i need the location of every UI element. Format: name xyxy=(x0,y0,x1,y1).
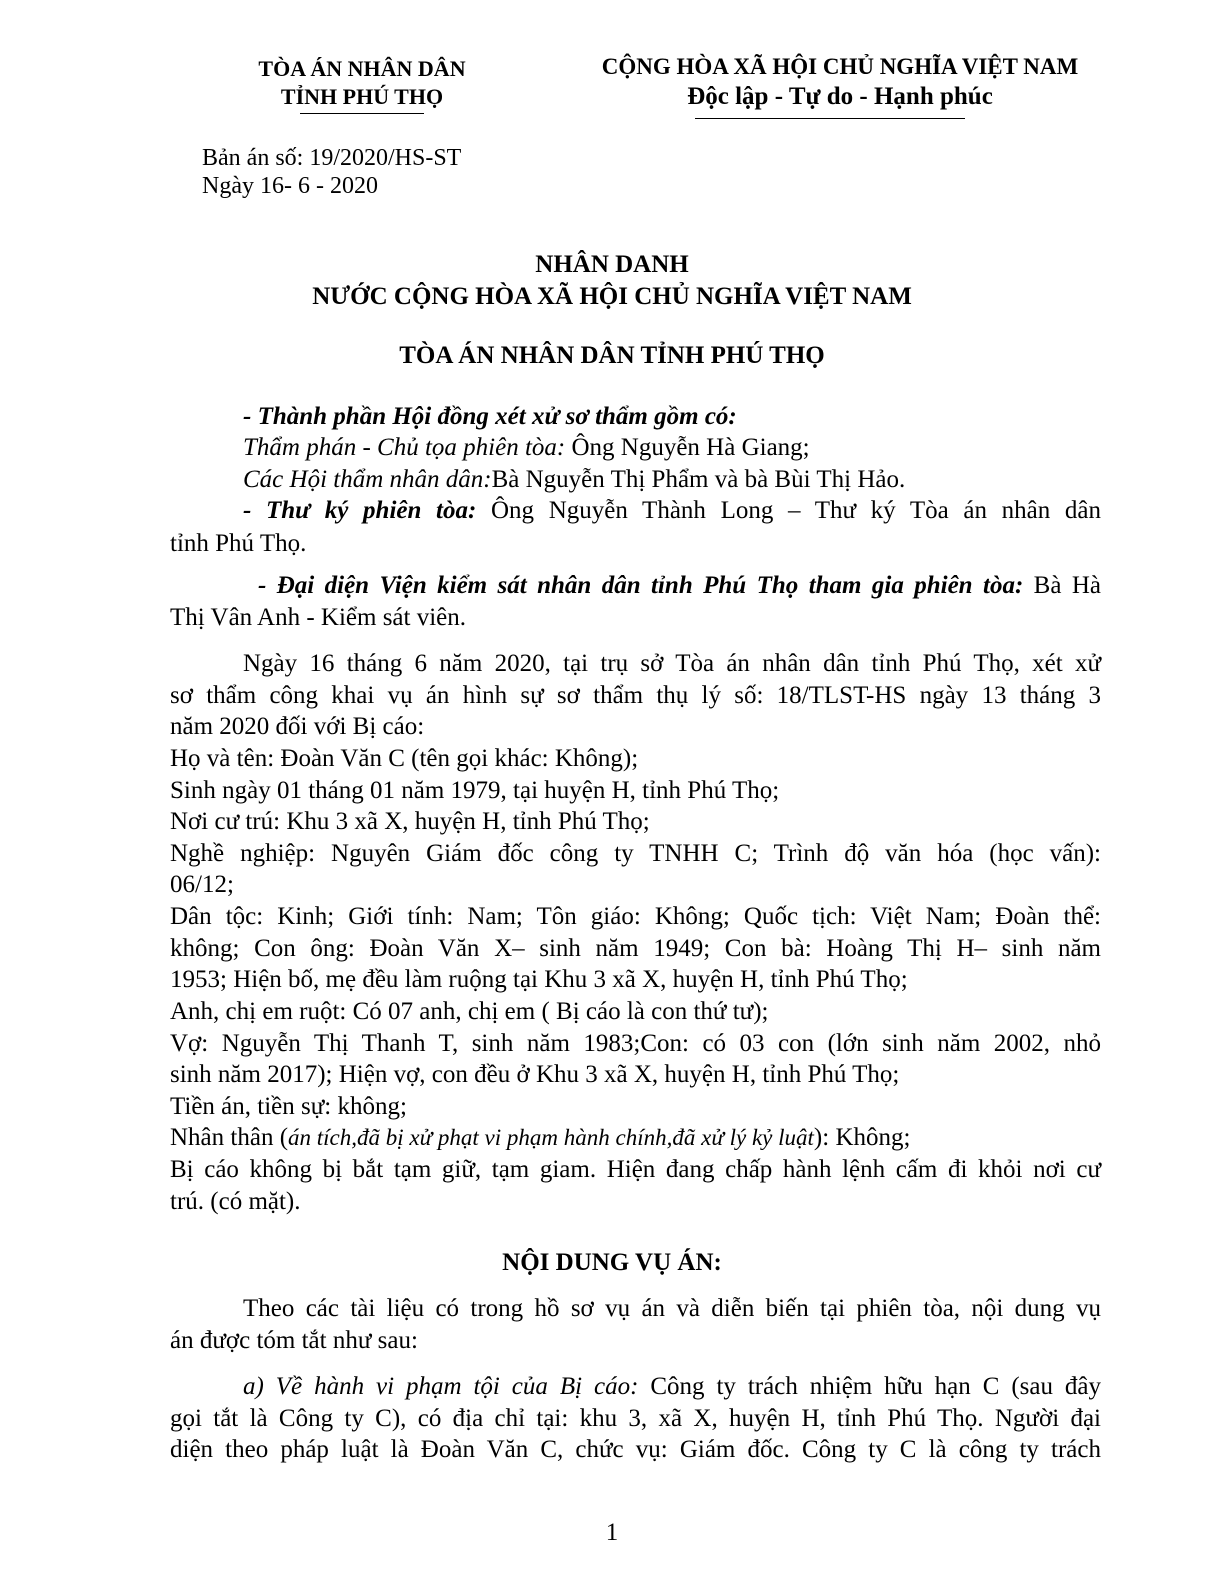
defendant-record: Tiền án, tiền sự: không; xyxy=(170,1093,407,1120)
judge-value: Ông Nguyễn Hà Giang; xyxy=(565,434,810,461)
clerk-label: - Thư ký phiên tòa: xyxy=(243,497,477,524)
court-name-underline xyxy=(300,113,424,114)
content-heading: NỘI DUNG VỤ ÁN: xyxy=(502,1249,722,1276)
clerk-value: Ông Nguyễn Thành Long – Thư ký Tòa án nhân dân xyxy=(476,497,1101,524)
defendant-ethnic-1: Dân tộc: Kinh; Giới tính: Nam; Tôn giáo: Không; Quốc tịch: Việt Nam; Đoàn thể: xyxy=(170,903,1101,930)
defendant-custody-2: trú. (có mặt). xyxy=(170,1188,301,1215)
defendant-personal xyxy=(170,1124,910,1152)
on-behalf-title: NHÂN DANH xyxy=(535,251,689,278)
page-number: 1 xyxy=(605,1519,619,1546)
hearing-line-1: Ngày 16 tháng 6 năm 2020, tại trụ sở Tòa án nhân dân tỉnh Phú Thọ, xét xử xyxy=(243,650,1101,677)
para-a-label: a) Về hành vi phạm tội của Bị cáo: xyxy=(243,1373,639,1400)
judge-line xyxy=(243,434,810,462)
para-a-line-2: gọi tắt là Công ty C), có địa chỉ tại: khu 3, xã X, huyện H, tỉnh Phú Thọ. Người đại xyxy=(170,1405,1101,1432)
procuracy-label: - Đại diện Viện kiểm sát nhân dân tỉnh Phú Thọ tham gia phiên tòa: xyxy=(258,572,1024,599)
procuracy-value: Bà Hà xyxy=(1023,572,1101,599)
clerk-line xyxy=(243,497,1101,525)
hearing-line-3: năm 2020 đối với Bị cáo: xyxy=(170,713,425,740)
case-number: Bản án số: 19/2020/HS-ST xyxy=(202,145,462,171)
hearing-line-2: sơ thẩm công khai vụ án hình sự sơ thẩm thụ lý số: 18/TLST-HS ngày 13 tháng 3 xyxy=(170,682,1101,709)
procuracy-line xyxy=(258,572,1101,600)
assessors-label: Các Hội thẩm nhân dân: xyxy=(243,466,492,493)
procuracy-line-2: Thị Vân Anh - Kiểm sát viên. xyxy=(170,604,467,631)
court-name-line1: TÒA ÁN NHÂN DÂN xyxy=(258,56,466,81)
defendant-spouse-1: Vợ: Nguyễn Thị Thanh T, sinh năm 1983;Con: có 03 con (lớn sinh năm 2002, nhỏ xyxy=(170,1030,1101,1057)
on-behalf-country: NƯỚC CỘNG HÒA XÃ HỘI CHỦ NGHĨA VIỆT NAM xyxy=(312,283,912,310)
content-intro-1: Theo các tài liệu có trong hồ sơ vụ án và diễn biến tại phiên tòa, nội dung vụ xyxy=(243,1295,1101,1322)
assessors-value: Bà Nguyễn Thị Phẩm và bà Bùi Thị Hảo. xyxy=(491,466,906,493)
court-title: TÒA ÁN NHÂN DÂN TỈNH PHÚ THỌ xyxy=(399,342,825,369)
personal-label: Nhân thân ( xyxy=(170,1124,289,1151)
defendant-residence: Nơi cư trú: Khu 3 xã X, huyện H, tỉnh Phú Thọ; xyxy=(170,808,650,835)
country-name: CỘNG HÒA XÃ HỘI CHỦ NGHĨA VIỆT NAM xyxy=(601,54,1079,79)
motto-underline xyxy=(695,118,965,119)
para-a-text: Công ty trách nhiệm hữu hạn C (sau đây xyxy=(638,1373,1101,1400)
defendant-custody-1: Bị cáo không bị bắt tạm giữ, tạm giam. Hiện đang chấp hành lệnh cấm đi khỏi nơi cư xyxy=(170,1156,1101,1183)
defendant-spouse-2: sinh năm 2017); Hiện vợ, con đều ở Khu 3 xã X, huyện H, tỉnh Phú Thọ; xyxy=(170,1061,900,1088)
defendant-occupation: Nghề nghiệp: Nguyên Giám đốc công ty TNHH C; Trình độ văn hóa (học vấn): xyxy=(170,840,1101,867)
defendant-occupation-2: 06/12; xyxy=(170,871,234,898)
case-date: Ngày 16- 6 - 2020 xyxy=(202,173,378,199)
panel-heading: - Thành phần Hội đồng xét xử sơ thẩm gồm có: xyxy=(243,403,737,430)
assessors-line xyxy=(243,466,905,494)
defendant-ethnic-2: không; Con ông: Đoàn Văn X– sinh năm 1949; Con bà: Hoàng Thị H– sinh năm xyxy=(170,935,1101,962)
personal-italic: án tích,đã bị xử phạt vi phạm hành chính,đã xử lý kỷ luật xyxy=(288,1125,814,1150)
defendant-ethnic-3: 1953; Hiện bố, mẹ đều làm ruộng tại Khu 3 xã X, huyện H, tỉnh Phú Thọ; xyxy=(170,966,908,993)
defendant-name: Họ và tên: Đoàn Văn C (tên gọi khác: Không); xyxy=(170,745,639,772)
content-intro-2: án được tóm tắt như sau: xyxy=(170,1327,418,1354)
motto: Độc lập - Tự do - Hạnh phúc xyxy=(687,83,993,110)
personal-value: ): Không; xyxy=(813,1124,911,1151)
clerk-line-2: tỉnh Phú Thọ. xyxy=(170,530,307,557)
defendant-birth: Sinh ngày 01 tháng 01 năm 1979, tại huyện H, tỉnh Phú Thọ; xyxy=(170,777,780,804)
para-a-line-1 xyxy=(243,1373,1101,1401)
para-a-line-3: diện theo pháp luật là Đoàn Văn C, chức vụ: Giám đốc. Công ty C là công ty trách xyxy=(170,1436,1101,1463)
judge-label: Thẩm phán - Chủ tọa phiên tòa: xyxy=(243,434,566,461)
defendant-siblings: Anh, chị em ruột: Có 07 anh, chị em ( Bị cáo là con thứ tư); xyxy=(170,998,769,1025)
court-name-line2: TỈNH PHÚ THỌ xyxy=(280,84,444,109)
